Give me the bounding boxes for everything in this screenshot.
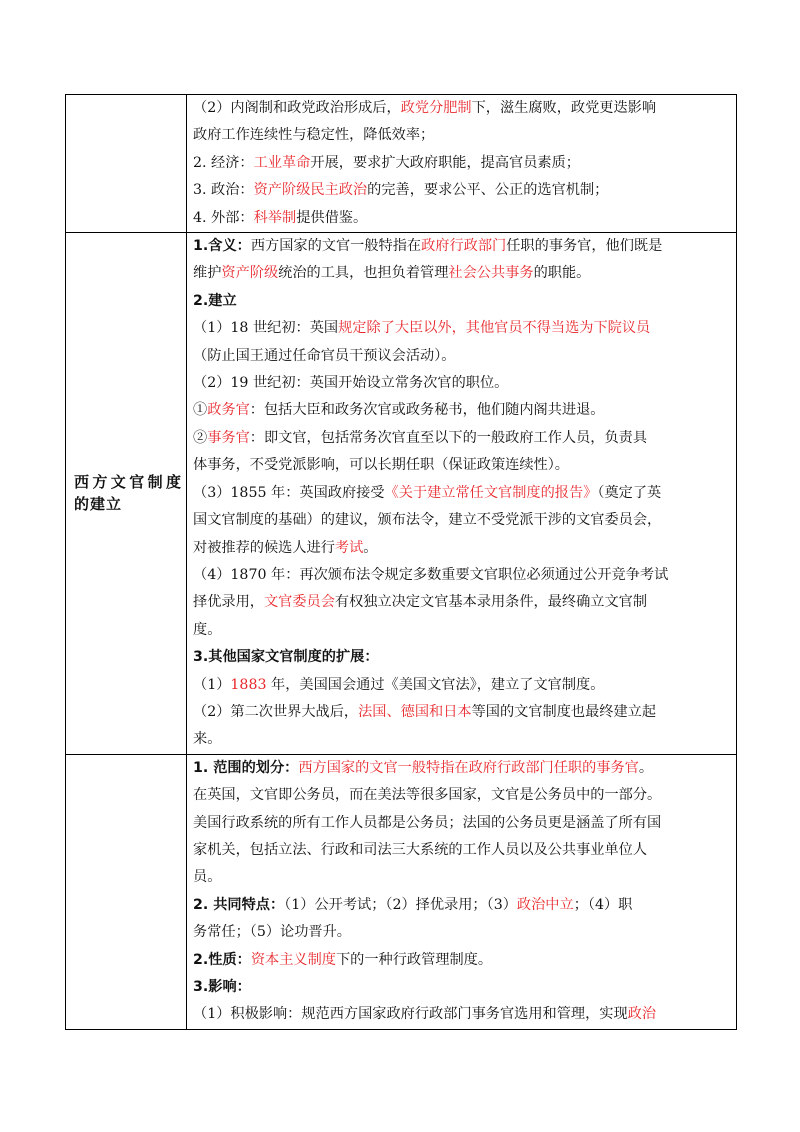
text-run: （1）公开考试；（2）择优录用；（3）: [284, 896, 517, 913]
text-line: [193, 919, 731, 946]
highlighted-term: 资本主义制度: [250, 951, 336, 968]
row-label-cell: [66, 233, 187, 755]
text-run: 对被推荐的候选人进行: [193, 539, 335, 556]
row-label: 西方文官制度的建立: [74, 473, 182, 514]
text-run: 下的一种行政管理制度。: [335, 951, 493, 968]
text-line: [193, 589, 731, 616]
text-run: 在英国，文官即公务员，而在美法等很多国家，文官是公务员中的一部分。: [193, 787, 662, 804]
text-run: 择优录用，: [193, 594, 264, 611]
row2-content: [187, 233, 736, 754]
row1-content: [187, 95, 736, 232]
highlighted-term: 政治: [627, 1006, 657, 1023]
text-line: [193, 205, 731, 232]
text-run: 4. 外部：: [193, 209, 254, 226]
text-line: [193, 892, 731, 919]
text-run: 开展，要求扩大政府职能，提高官员素质；: [310, 154, 580, 171]
text-run: （奠定了英: [597, 484, 662, 501]
text-line: [193, 343, 731, 370]
text-run: （2）内阁制和政党政治形成后，: [193, 100, 401, 116]
highlighted-term: 工业革命: [253, 154, 311, 171]
text-line: [193, 397, 731, 424]
content-table: [65, 94, 737, 1030]
text-line: [193, 1001, 731, 1028]
text-run: 政府工作连续性与稳定性，降低效率；: [193, 127, 435, 144]
text-line: [193, 177, 731, 204]
section-heading: 3.其他国家文官制度的扩展：: [193, 649, 379, 666]
text-run: ：即文官，包括常务次官直至以下的一般政府工作人员，负责具: [249, 429, 648, 446]
text-line: [193, 617, 731, 644]
text-line: [193, 370, 731, 397]
text-run: 的完善，要求公平、公正的选官机制；: [367, 182, 609, 199]
text-run: （1）: [193, 676, 231, 693]
text-line: [193, 810, 731, 837]
section-heading: 1.含义：: [193, 238, 251, 255]
text-line: [193, 507, 731, 534]
highlighted-term: 政治中立: [516, 896, 574, 913]
row-content-cell: [187, 754, 737, 1029]
text-run: 提供借鉴。: [296, 209, 368, 226]
text-run: 年，美国国会通过《美国文官法》，建立了文官制度。: [266, 676, 605, 693]
highlighted-term: 文官委员会: [263, 594, 335, 611]
highlighted-term: 政务官: [207, 402, 250, 419]
text-line: [193, 535, 731, 562]
text-run: 有权独立决定文官基本录用条件，最终确立文官制: [334, 594, 648, 611]
text-run: 。: [638, 759, 654, 776]
table-row: [66, 95, 737, 233]
row-label-cell: [66, 754, 187, 1029]
highlighted-term: 《关于建立常任文官制度的报告》: [384, 484, 598, 501]
highlighted-term: 法国、德国和日本: [358, 703, 472, 720]
table-row: [66, 754, 737, 1029]
highlighted-term: 1883: [230, 676, 267, 693]
text-run: ；（4）职: [573, 896, 633, 913]
text-line: [193, 315, 731, 342]
text-line: [193, 95, 731, 122]
text-run: 来。: [193, 731, 222, 748]
highlighted-term: 资产阶级: [221, 265, 279, 282]
text-line: [193, 755, 731, 782]
text-line: [193, 699, 731, 726]
highlighted-term: 社会公共事务: [448, 265, 534, 282]
text-run: 务常任；（5）论功晋升。: [193, 924, 351, 941]
text-run: 美国行政系统的所有工作人员都是公务员；法国的公务员更是涵盖了所有国: [193, 814, 662, 831]
text-run: （2）第二次世界大战后，: [193, 703, 359, 720]
text-line: [193, 233, 731, 260]
text-run: （4）1870 年：再次颁布法令规定多数重要文官职位必须通过公开竞争考试: [193, 566, 669, 583]
text-line: [193, 150, 731, 177]
text-run: 体事务，不受党派影响，可以长期任职（保证政策连续性）。: [193, 457, 569, 474]
text-run: ②: [193, 429, 208, 446]
row-label-cell: [66, 95, 187, 233]
text-run: 下，滋生腐败，政党更迭影响: [471, 100, 657, 116]
text-run: （防止国王通过任命官员干预议会活动）。: [193, 347, 456, 364]
text-line: [193, 672, 731, 699]
text-run: 国文官制度的基础）的建议，颁布法令，建立不受党派干涉的文官委员会，: [193, 512, 662, 529]
highlighted-term: 事务官: [207, 429, 250, 446]
text-line: [193, 947, 731, 974]
section-heading: 3.影响：: [193, 979, 251, 995]
text-run: （2）19 世纪初：英国开始设立常务次官的职位。: [193, 375, 509, 392]
text-line: [193, 726, 731, 753]
text-line: [193, 782, 731, 809]
text-run: ：包括大臣和政务次官或政务秘书，他们随内阁共进退。: [249, 402, 605, 419]
text-run: 家机关，包括立法、行政和司法三大系统的工作人员以及公共事业单位人: [193, 841, 648, 858]
section-heading: 1. 范围的划分：: [193, 759, 299, 776]
text-line: [193, 974, 731, 1001]
text-line: [193, 260, 731, 287]
table-row: [66, 233, 737, 755]
section-heading: 2. 共同特点：: [193, 896, 285, 913]
text-line: [193, 480, 731, 507]
text-run: 统治的工具，也担负着管理: [278, 265, 449, 282]
text-run: 员。: [193, 869, 222, 886]
highlighted-term: 科举制: [253, 209, 297, 226]
text-run: 任职的事务官，他们既是: [506, 238, 663, 255]
highlighted-term: 政府行政部门: [421, 238, 507, 255]
text-run: 西方国家的文官一般特指在: [250, 238, 422, 255]
highlighted-term: 考试: [334, 539, 364, 556]
highlighted-term: 政党分肥制: [400, 100, 472, 116]
section-heading: 2.建立: [193, 292, 237, 309]
text-line: [193, 452, 731, 479]
text-line: [193, 288, 731, 315]
text-run: 3. 政治：: [193, 182, 254, 199]
row-content-cell: [187, 95, 737, 233]
text-line: [193, 837, 731, 864]
text-run: （1）18 世纪初：英国: [193, 320, 339, 337]
text-run: 度。: [193, 621, 222, 638]
text-run: 的职能。: [533, 265, 591, 282]
text-run: 。: [363, 539, 378, 556]
text-line: [193, 644, 731, 671]
text-line: [193, 562, 731, 589]
text-line: [193, 122, 731, 149]
row3-content: [187, 755, 736, 1029]
section-heading: 2.性质：: [193, 951, 251, 968]
text-run: 2. 经济：: [193, 154, 254, 171]
highlighted-term: 西方国家的文官一般特指在政府行政部门任职的事务官: [298, 759, 639, 776]
highlighted-term: 资产阶级民主政治: [253, 182, 368, 199]
text-line: [193, 425, 731, 452]
highlighted-term: 规定除了大臣以外，其他官员不得当选为下院议员: [338, 320, 651, 337]
text-run: 维护: [193, 265, 222, 282]
row-content-cell: [187, 233, 737, 755]
text-run: ①: [193, 402, 208, 419]
text-run: （3）1855 年：英国政府接受: [193, 484, 385, 501]
text-run: 等国的文官制度也最终建立起: [471, 703, 657, 720]
text-run: （1）积极影响：规范西方国家政府行政部门事务官选用和管理，实现: [193, 1006, 628, 1023]
text-line: [193, 864, 731, 891]
